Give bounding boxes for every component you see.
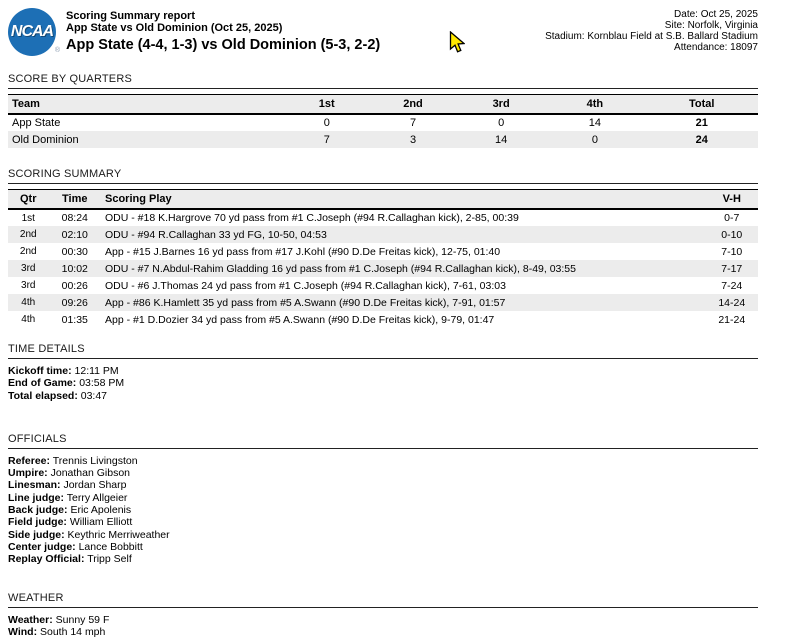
- play-vh-score: 7-10: [721, 245, 743, 258]
- table-row: [8, 209, 758, 226]
- play-qtr: 4th: [21, 314, 36, 325]
- end-of-game-label: End of Game:: [8, 377, 77, 390]
- play-description: ODU - #94 R.Callaghan 33 yd FG, 10-50, 04:53: [105, 228, 327, 241]
- field-judge-label: Field judge:: [8, 516, 67, 529]
- scoring-summary-header-row: [8, 190, 758, 210]
- q3-score: 14: [495, 133, 508, 146]
- kickoff-time-value: 12:11 PM: [74, 365, 119, 377]
- play-description: App - #15 J.Barnes 16 yd pass from #17 J.Kohl (#90 D.De Freitas kick), 12-75, 01:40: [105, 245, 501, 258]
- report-subtitle: App State vs Old Dominion (Oct 25, 2025): [66, 22, 283, 34]
- list-item: [8, 479, 758, 491]
- scoring-summary-table: [8, 189, 758, 328]
- list-item: [8, 553, 758, 565]
- q1-score: 0: [323, 117, 330, 129]
- score-by-quarters-section: [8, 73, 758, 148]
- play-vh-score: 7-17: [721, 262, 743, 275]
- total-score: 21: [695, 117, 708, 129]
- wind-label: Wind:: [8, 625, 38, 638]
- score-by-quarters-table: [8, 94, 758, 148]
- play-qtr: 3rd: [21, 280, 36, 291]
- list-item: [8, 541, 758, 553]
- list-item: [8, 504, 758, 516]
- col-header-time: Time: [62, 193, 88, 205]
- col-header-vh: V-H: [722, 193, 741, 205]
- umpire-value: Jonathan Gibson: [50, 467, 131, 480]
- play-vh-score: 14-24: [718, 296, 746, 309]
- wind-value: South 14 mph: [39, 625, 106, 638]
- table-row: [8, 226, 758, 243]
- team-name: App State: [12, 117, 61, 129]
- weather-section: [8, 592, 758, 638]
- list-item: [8, 516, 758, 528]
- umpire-label: Umpire:: [8, 467, 48, 480]
- total-elapsed-label: Total elapsed:: [8, 389, 78, 402]
- play-qtr: 3rd: [21, 263, 36, 274]
- total-score: 24: [695, 133, 708, 146]
- play-vh-score: 0-10: [721, 228, 743, 241]
- table-row: [8, 311, 758, 328]
- weather-list: [8, 614, 758, 638]
- officials-title: OFFICIALS: [8, 433, 758, 449]
- line-judge-value: Terry Allgeier: [66, 491, 128, 504]
- meta-site: Site: Norfolk, Virginia: [664, 20, 758, 31]
- list-item: [8, 626, 758, 638]
- replay-official-value: Tripp Self: [87, 553, 132, 566]
- score-table-header-row: [8, 95, 758, 115]
- officials-list: [8, 455, 758, 566]
- center-judge-value: Lance Bobbitt: [78, 540, 143, 553]
- time-details-section: [8, 343, 758, 402]
- back-judge-value: Eric Apolenis: [70, 504, 132, 517]
- side-judge-label: Side judge:: [8, 528, 65, 541]
- table-row: [8, 114, 758, 131]
- play-time: 00:30: [61, 245, 88, 258]
- list-item: [8, 390, 758, 402]
- col-header-qtr: Qtr: [20, 193, 37, 205]
- table-row: [8, 131, 758, 148]
- col-header-3rd: 3rd: [492, 98, 510, 110]
- play-time: 08:24: [61, 212, 88, 224]
- play-vh-score: 21-24: [718, 313, 746, 326]
- play-qtr: 4th: [21, 297, 36, 308]
- col-header-play: Scoring Play: [105, 193, 172, 205]
- time-details-title: TIME DETAILS: [8, 343, 758, 359]
- meta-stadium: Stadium: Kornblau Field at S.B. Ballard Stadium: [545, 31, 758, 42]
- weather-label: Weather:: [8, 613, 53, 626]
- play-qtr: 1st: [21, 212, 35, 224]
- list-item: [8, 492, 758, 504]
- col-header-team: Team: [12, 98, 40, 110]
- q2-score: 7: [409, 117, 417, 129]
- weather-title: WEATHER: [8, 592, 758, 608]
- play-time: 02:10: [61, 228, 88, 241]
- q1-score: 7: [323, 133, 330, 146]
- linesman-label: Linesman:: [8, 479, 61, 492]
- col-header-2nd: 2nd: [403, 98, 423, 110]
- meta-attendance: Attendance: 18097: [674, 42, 758, 53]
- list-item: [8, 455, 758, 467]
- ncaa-logo: [8, 8, 60, 56]
- play-qtr: 2nd: [19, 229, 37, 240]
- team-name: Old Dominion: [12, 133, 79, 146]
- list-item: [8, 377, 758, 389]
- table-row: [8, 260, 758, 277]
- mouse-cursor-icon: [449, 31, 465, 55]
- center-judge-label: Center judge:: [8, 540, 76, 553]
- q2-score: 3: [409, 133, 417, 146]
- play-description: ODU - #7 N.Abdul-Rahim Gladding 16 yd pass from #1 C.Joseph (#94 R.Callaghan kick), 8-49, 03:55: [105, 262, 576, 275]
- score-by-quarters-title: SCORE BY QUARTERS: [8, 73, 758, 89]
- play-time: 09:26: [61, 296, 88, 309]
- list-item: [8, 614, 758, 626]
- col-header-4th: 4th: [586, 98, 604, 110]
- linesman-value: Jordan Sharp: [63, 479, 127, 492]
- meta-date: Date: Oct 25, 2025: [674, 9, 758, 20]
- play-description: App - #1 D.Dozier 34 yd pass from #5 A.Swann (#90 D.De Freitas kick), 9-79, 01:47: [105, 313, 495, 326]
- back-judge-label: Back judge:: [8, 504, 68, 517]
- end-of-game-value: 03:58 PM: [79, 377, 125, 390]
- matchup-title: App State (4-4, 1-3) vs Old Dominion (5-3, 2-2): [66, 37, 381, 53]
- play-time: 00:26: [61, 279, 88, 292]
- q4-score: 14: [588, 117, 601, 129]
- play-vh-score: 0-7: [724, 212, 740, 224]
- play-description: ODU - #18 K.Hargrove 70 yd pass from #1 C.Joseph (#94 R.Callaghan kick), 2-85, 00:39: [105, 212, 519, 224]
- q3-score: 0: [498, 117, 505, 129]
- play-vh-score: 7-24: [721, 279, 743, 292]
- registered-mark: ®: [54, 47, 60, 54]
- q4-score: 0: [591, 133, 598, 146]
- line-judge-label: Line judge:: [8, 491, 64, 504]
- list-item: [8, 529, 758, 541]
- field-judge-value: William Elliott: [69, 516, 133, 529]
- officials-section: [8, 433, 758, 566]
- kickoff-time-label: Kickoff time:: [8, 365, 72, 377]
- play-description: ODU - #6 J.Thomas 24 yd pass from #1 C.Joseph (#94 R.Callaghan kick), 7-61, 03:03: [105, 279, 506, 292]
- ncaa-logo-text: NCAA: [10, 23, 54, 40]
- list-item: [8, 365, 758, 377]
- report-title: Scoring Summary report: [66, 10, 195, 22]
- col-header-total: Total: [689, 98, 715, 110]
- referee-value: Trennis Livingston: [52, 454, 138, 467]
- play-description: App - #86 K.Hamlett 35 yd pass from #5 A.Swann (#90 D.De Freitas kick), 7-91, 01:57: [105, 296, 506, 309]
- referee-label: Referee:: [8, 454, 51, 467]
- report-header: [8, 8, 758, 56]
- side-judge-value: Keythric Merriweather: [67, 528, 170, 541]
- scoring-summary-title: SCORING SUMMARY: [8, 168, 758, 184]
- table-row: [8, 243, 758, 260]
- weather-value: Sunny 59 F: [55, 613, 110, 626]
- total-elapsed-value: 03:47: [80, 389, 108, 402]
- time-details-list: [8, 365, 758, 402]
- play-qtr: 2nd: [19, 246, 37, 257]
- col-header-1st: 1st: [318, 98, 335, 110]
- list-item: [8, 467, 758, 479]
- replay-official-label: Replay Official:: [8, 553, 85, 566]
- table-row: [8, 277, 758, 294]
- game-meta-block: [545, 8, 758, 53]
- header-title-block: [66, 8, 380, 53]
- play-time: 01:35: [61, 313, 88, 326]
- play-time: 10:02: [61, 262, 88, 275]
- scoring-summary-section: [8, 168, 758, 328]
- table-row: [8, 294, 758, 311]
